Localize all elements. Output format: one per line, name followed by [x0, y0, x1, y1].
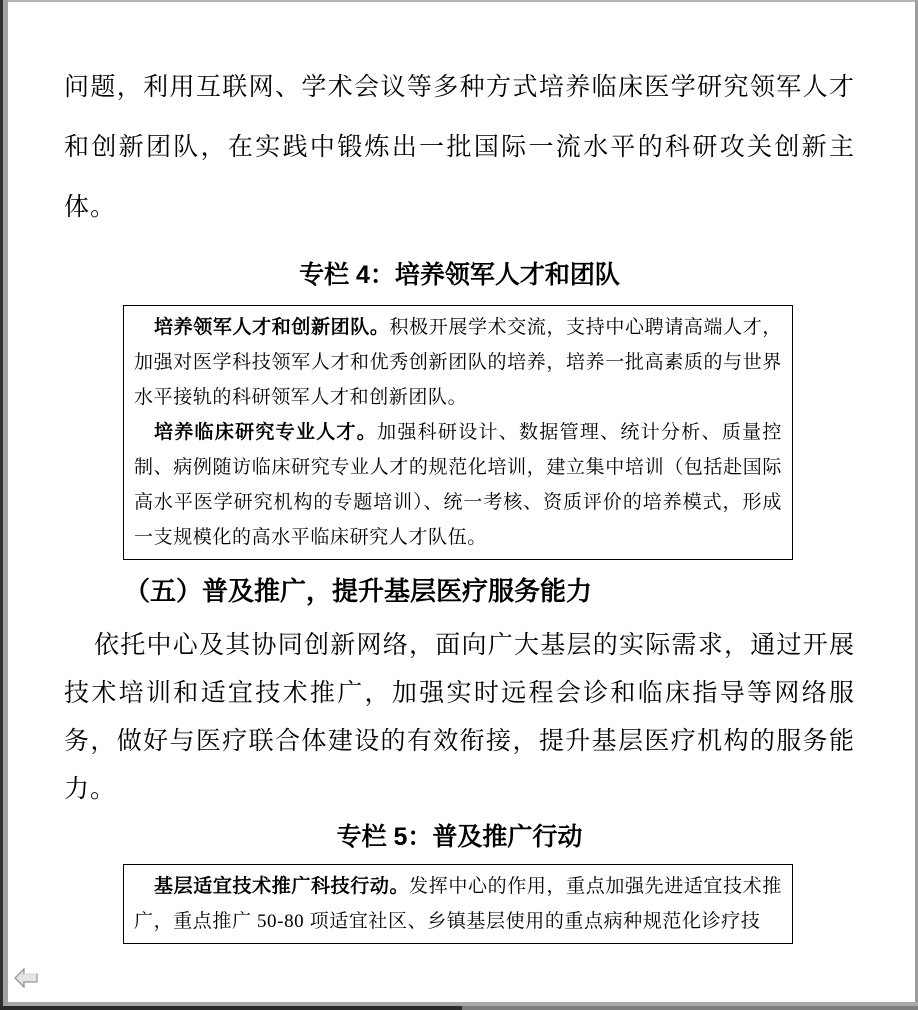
document-page [8, 2, 915, 1002]
column4-paragraph-2-lead: 培养临床研究专业人才。 [154, 422, 378, 443]
column4-paragraph-1-text: 积极开展学术交流，支持中心聘请高端人才，加强对医学科技领军人才和优秀创新团队的培养，培养一批高素质的与世界水平接轨的科研领军人才和创新团队。 [134, 317, 782, 408]
window-left-edge-gray [3, 0, 8, 1010]
column5-paragraph-1-text: 发挥中心的作用，重点加强先进适宜技术推广，重点推广 50-80 项适宜社区、乡镇基层使用的重点病种规范化诊疗技 [134, 876, 782, 932]
back-arrow-icon[interactable] [13, 966, 39, 990]
column5-paragraph-1-lead: 基层适宜技术推广科技行动。 [154, 876, 410, 897]
window-top-edge [8, 0, 918, 2]
section5-heading: （五）普及推广，提升基层医疗服务能力 [124, 577, 593, 606]
bottom-status-strip-gray [462, 1006, 918, 1010]
column5-title: 专栏 5：普及推广行动 [336, 823, 583, 851]
column5-paragraph-1 [134, 869, 782, 939]
column4-paragraph-2-text: 加强科研设计、数据管理、统计分析、质量控制、病例随访临床研究专业人才的规范化培训，建立集中培训（包括赴国际高水平医学研究机构的专题培训）、统一考核、资质评价的培养模式，形成一支规模化的高水平临床研究人才队伍。 [134, 422, 782, 548]
column4-box [123, 305, 793, 560]
intro-paragraph: 问题，利用互联网、学术会议等多种方式培养临床医学研究领军人才和创新团队，在实践中锻炼出一批国际一流水平的科研攻关创新主体。 [64, 74, 855, 221]
document-content [64, 2, 855, 944]
column4-title: 专栏 4：培养领军人才和团队 [299, 261, 620, 289]
column5-box [123, 864, 793, 944]
section5-paragraph: 依托中心及其协同创新网络，面向广大基层的实际需求，通过开展技术培训和适宜技术推广，加强实时远程会诊和临床指导等网络服务，做好与医疗联合体建设的有效衔接，提升基层医疗机构的服务能力。 [64, 632, 855, 803]
bottom-status-strip-dark [0, 1006, 462, 1010]
column4-paragraph-1-lead: 培养领军人才和创新团队。 [154, 317, 390, 338]
previous-page-arrow-glyph [13, 966, 39, 990]
column4-paragraph-1 [134, 310, 782, 415]
column4-paragraph-2 [134, 415, 782, 555]
